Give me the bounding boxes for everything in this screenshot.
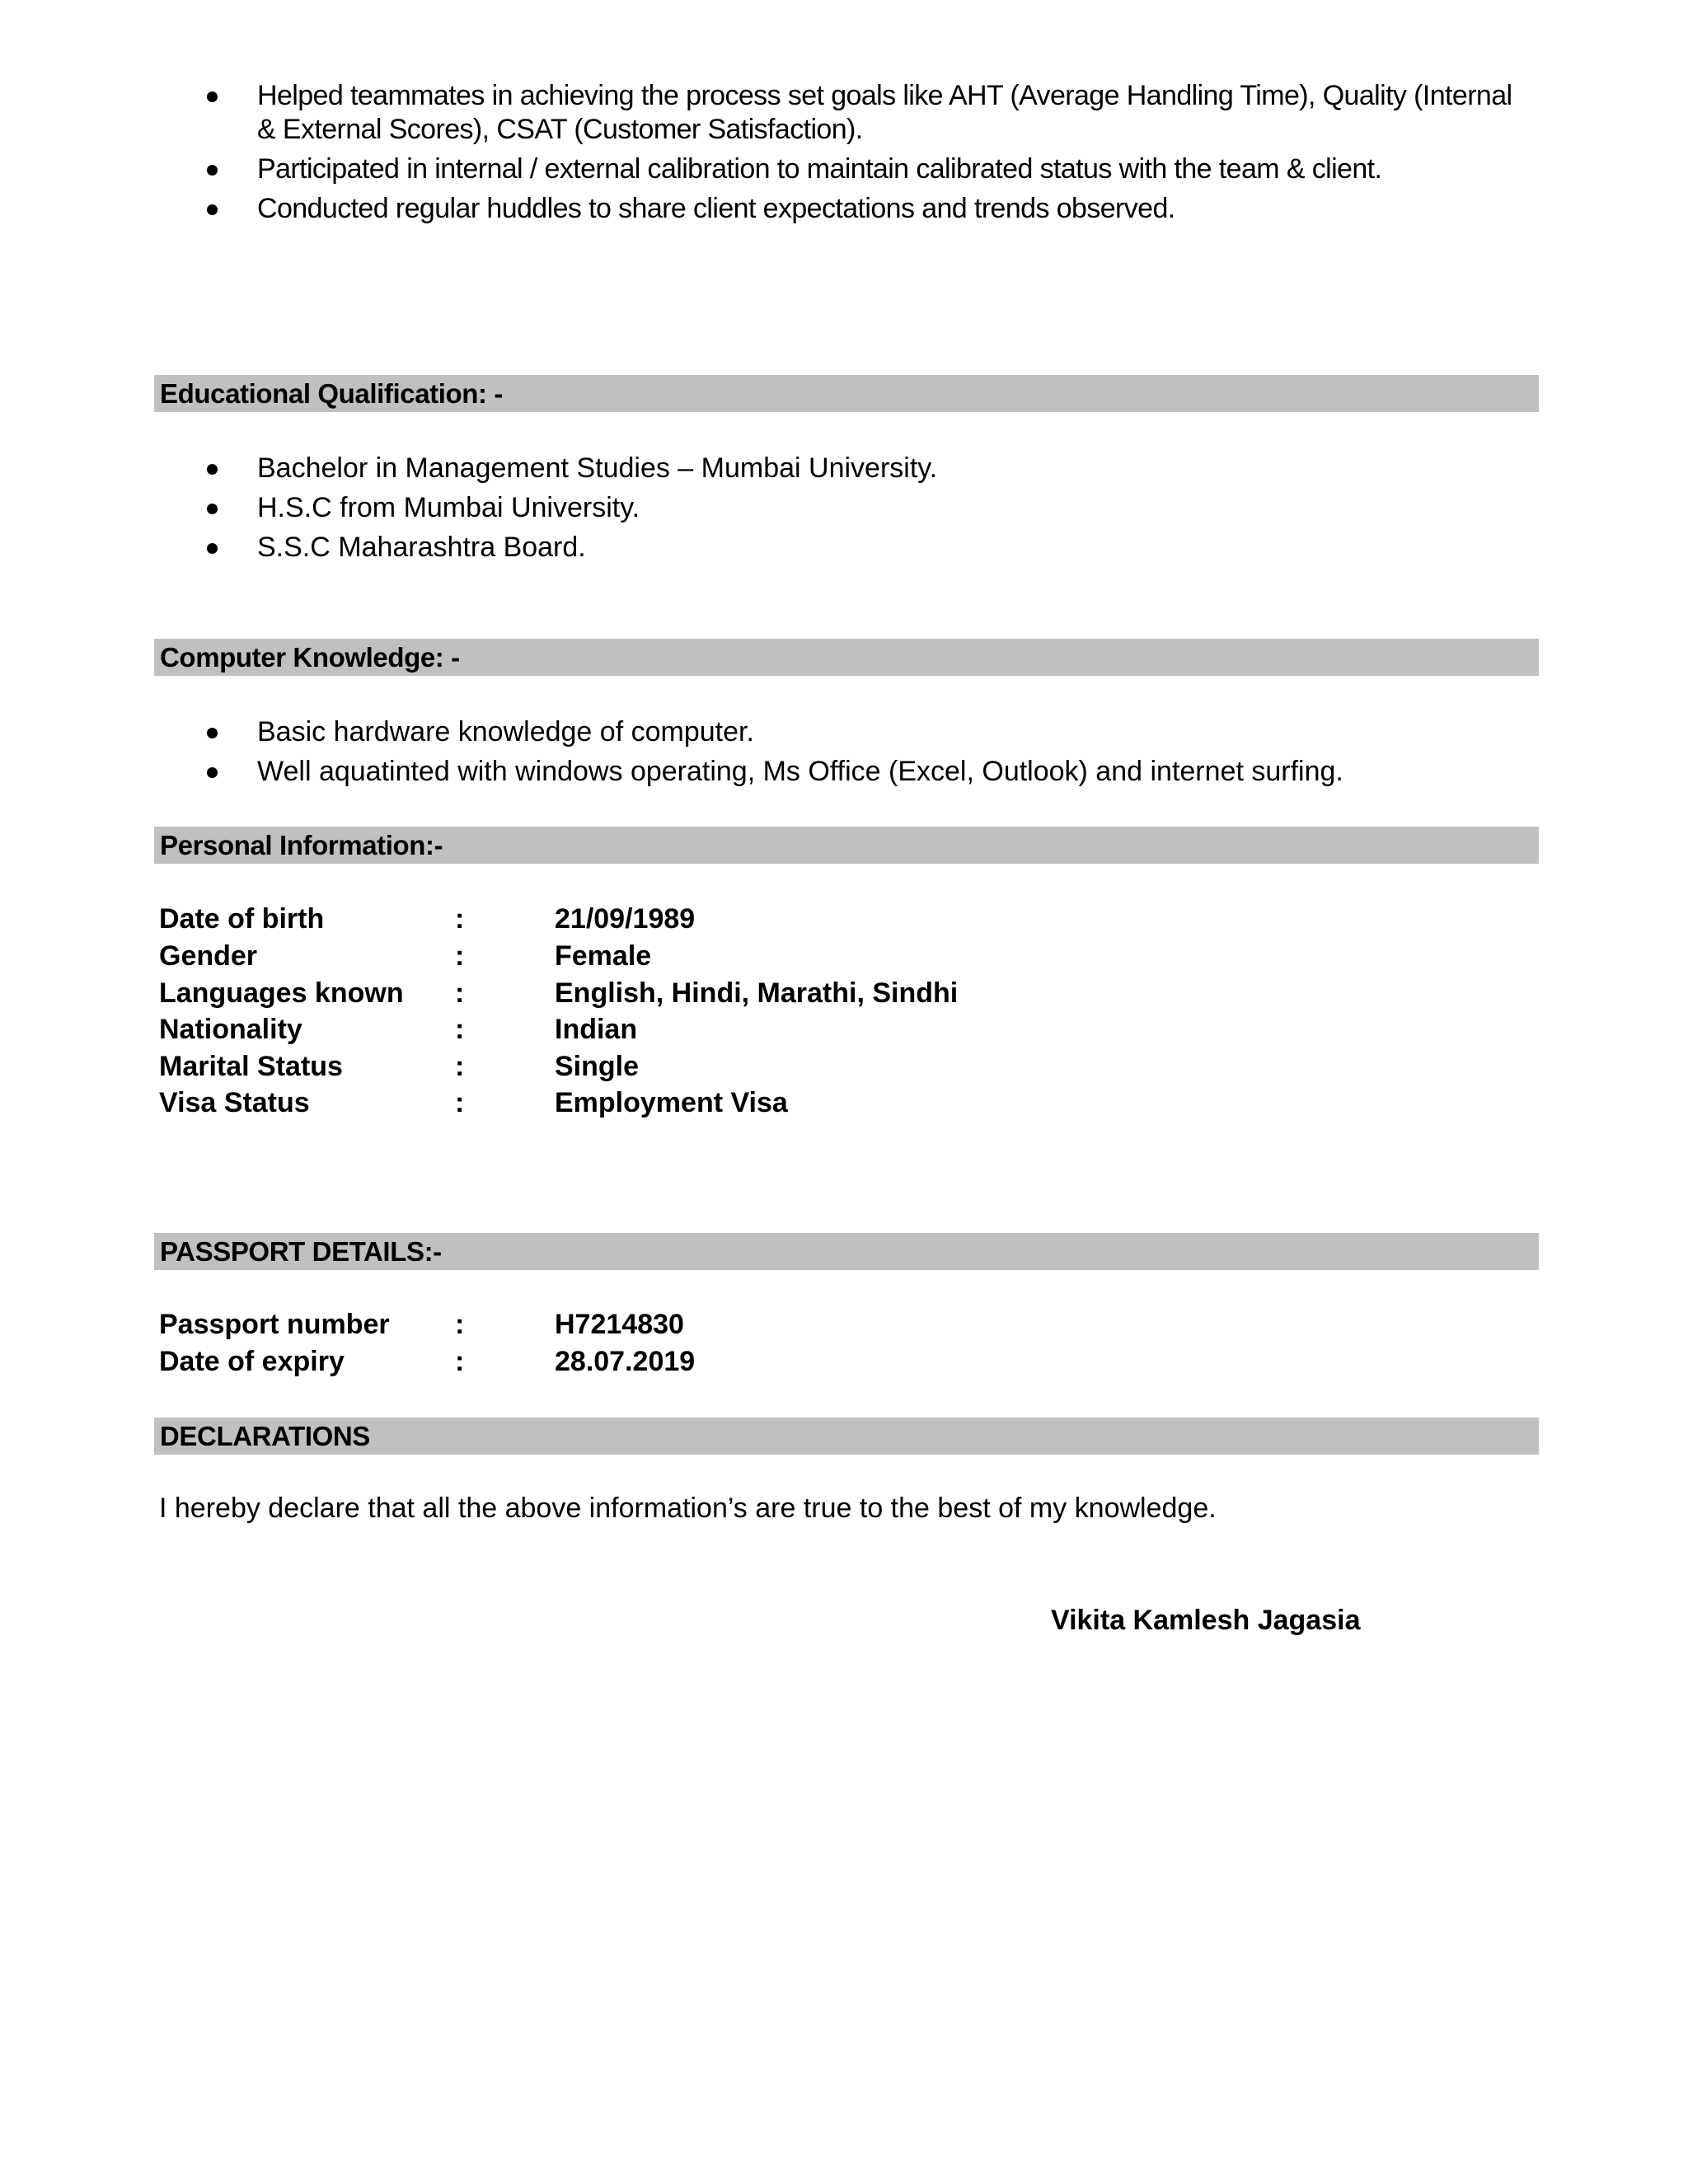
computer-section-header	[154, 639, 1539, 676]
field-value: Single	[555, 1051, 640, 1082]
personal-row-visa-status	[0, 1085, 1688, 1121]
list-item	[0, 79, 1535, 147]
bullet-text: Participated in internal / external calibration to maintain calibrated status with the team & client.	[257, 153, 1382, 185]
field-separator: :	[455, 1051, 465, 1082]
field-separator: :	[455, 903, 465, 935]
bullet-icon	[207, 91, 218, 102]
declarations-section-header	[154, 1418, 1539, 1455]
declaration-statement: I hereby declare that all the above information’s are true to the best of my knowledge.	[159, 1493, 1217, 1524]
section-title: Computer Knowledge: -	[160, 642, 460, 673]
section-title: PASSPORT DETAILS:-	[160, 1236, 442, 1267]
field-separator: :	[455, 940, 465, 972]
field-separator: :	[455, 1014, 465, 1045]
field-value: 28.07.2019	[555, 1346, 696, 1377]
field-value: English, Hindi, Marathi, Sindhi	[555, 977, 959, 1009]
field-separator: :	[455, 1346, 465, 1377]
computer-list	[0, 715, 1535, 794]
bullet-text: Conducted regular huddles to share client expectations and trends observed.	[257, 193, 1175, 224]
field-value: Female	[555, 940, 652, 972]
bullet-icon	[207, 204, 218, 215]
field-label: Date of expiry	[159, 1346, 345, 1377]
section-title: DECLARATIONS	[160, 1421, 370, 1451]
experience-bullet-list	[0, 79, 1535, 232]
bullet-icon	[207, 165, 218, 176]
list-item	[0, 715, 1535, 749]
list-item	[0, 192, 1535, 226]
bullet-text: H.S.C from Mumbai University.	[257, 492, 640, 523]
education-section-header	[154, 375, 1539, 412]
field-label: Gender	[159, 940, 258, 972]
field-value: 21/09/1989	[555, 903, 696, 935]
personal-row-marital-status	[0, 1048, 1688, 1085]
list-item	[0, 491, 1535, 525]
personal-row-gender	[0, 938, 1688, 974]
personal-row-languages	[0, 975, 1688, 1011]
bullet-icon	[207, 464, 218, 475]
signature-name: Vikita Kamlesh Jagasia	[1051, 1605, 1361, 1636]
field-label: Languages known	[159, 977, 404, 1009]
field-label: Visa Status	[159, 1087, 310, 1118]
field-value: H7214830	[555, 1309, 684, 1340]
section-title: Personal Information:-	[160, 830, 443, 860]
bullet-text: S.S.C Maharashtra Board.	[257, 532, 586, 563]
passport-section-header	[154, 1233, 1539, 1270]
list-item	[0, 755, 1535, 789]
personal-section-header	[154, 827, 1539, 864]
field-label: Passport number	[159, 1309, 390, 1340]
field-value: Indian	[555, 1014, 638, 1045]
list-item	[0, 531, 1535, 565]
field-label: Marital Status	[159, 1051, 343, 1082]
personal-row-nationality	[0, 1011, 1688, 1047]
personal-row-dob	[0, 901, 1688, 937]
passport-row-number	[0, 1306, 1688, 1343]
bullet-text: Helped teammates in achieving the process set goals like AHT (Average Handling Time), Quality (Internal & External Scores), CSAT (Customer Satisfaction).	[257, 80, 1512, 145]
list-item	[0, 452, 1535, 485]
field-value: Employment Visa	[555, 1087, 788, 1118]
bullet-text: Well aquatinted with windows operating, Ms Office (Excel, Outlook) and internet surfing.	[257, 756, 1343, 787]
passport-row-expiry	[0, 1343, 1688, 1380]
education-list	[0, 452, 1535, 570]
bullet-icon	[207, 504, 218, 514]
field-separator: :	[455, 977, 465, 1009]
field-separator: :	[455, 1309, 465, 1340]
field-separator: :	[455, 1087, 465, 1118]
section-title: Educational Qualification: -	[160, 378, 503, 409]
field-label: Date of birth	[159, 903, 325, 935]
list-item	[0, 152, 1535, 186]
bullet-text: Basic hardware knowledge of computer.	[257, 716, 754, 748]
bullet-icon	[207, 543, 218, 554]
bullet-icon	[207, 767, 218, 778]
bullet-text: Bachelor in Management Studies – Mumbai University.	[257, 452, 938, 484]
bullet-icon	[207, 728, 218, 738]
field-label: Nationality	[159, 1014, 302, 1045]
